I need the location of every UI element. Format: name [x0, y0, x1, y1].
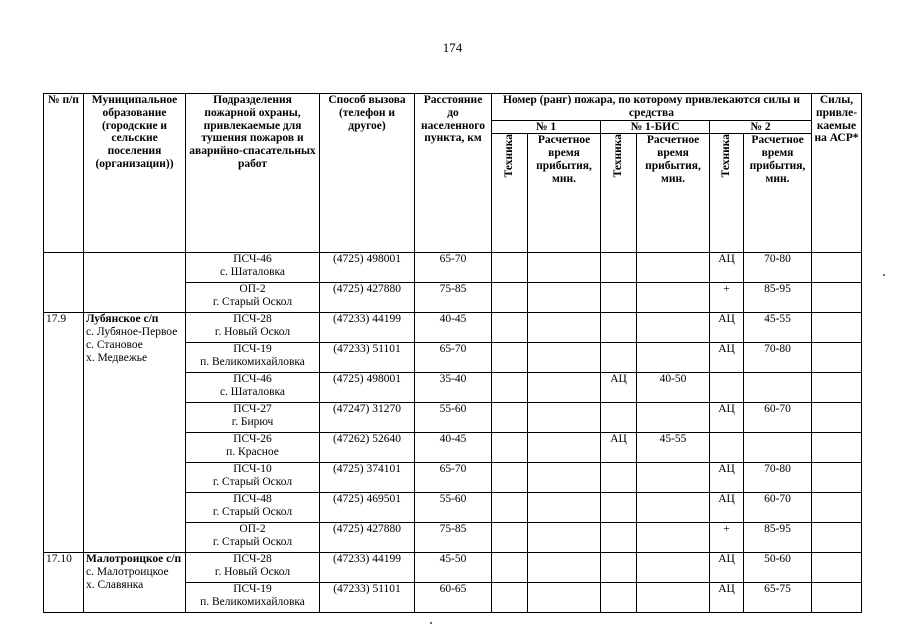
header-tech-2: Техника — [710, 134, 744, 253]
cell-eta-2 — [744, 373, 812, 403]
cell-tech-2: АЦ — [710, 553, 744, 583]
cell-eta-1bis: 40-50 — [637, 373, 710, 403]
cell-tech-1bis — [601, 253, 637, 283]
cell-distance: 40-45 — [415, 433, 492, 463]
cell-eta-1bis — [637, 253, 710, 283]
cell-distance: 75-85 — [415, 283, 492, 313]
cell-eta-1 — [528, 553, 601, 583]
cell-asr — [812, 493, 862, 523]
cell-tech-1bis — [601, 403, 637, 433]
cell-eta-1bis — [637, 463, 710, 493]
cell-tech-1 — [492, 493, 528, 523]
cell-eta-1 — [528, 433, 601, 463]
cell-eta-1 — [528, 283, 601, 313]
municipal-name: Лубянское с/п — [86, 313, 159, 326]
cell-phone: (47233) 51101 — [320, 343, 415, 373]
cell-unit: ПСЧ-28 г. Новый Оскол — [186, 313, 320, 343]
municipal-name: Малотроицкое с/п — [86, 553, 182, 566]
cell-eta-1 — [528, 343, 601, 373]
cell-eta-1 — [528, 403, 601, 433]
cell-eta-1 — [528, 583, 601, 613]
cell-eta-1 — [528, 253, 601, 283]
cell-phone: (4725) 374101 — [320, 463, 415, 493]
cell-tech-1 — [492, 253, 528, 283]
cell-tech-1 — [492, 343, 528, 373]
cell-eta-1 — [528, 313, 601, 343]
settlement: х. Медвежье — [86, 351, 148, 364]
cell-tech-1bis: АЦ — [601, 433, 637, 463]
header-eta-1: Расчетное время прибытия, мин. — [528, 134, 601, 253]
cell-eta-2: 85-95 — [744, 523, 812, 553]
cell-tech-2 — [710, 373, 744, 403]
header-call: Способ вызова (телефон и другое) — [320, 94, 415, 253]
cell-asr — [812, 373, 862, 403]
cell-distance: 65-70 — [415, 463, 492, 493]
cell-phone: (47247) 31270 — [320, 403, 415, 433]
settlement: с. Становое — [86, 338, 143, 351]
header-eta-1bis: Расчетное время прибытия, мин. — [637, 134, 710, 253]
cell-unit: ПСЧ-46 с. Шаталовка — [186, 253, 320, 283]
table-row — [44, 253, 862, 283]
header-tech-1: Техника — [492, 134, 528, 253]
cell-eta-2: 60-70 — [744, 493, 812, 523]
cell-tech-1 — [492, 583, 528, 613]
header-units: Подразделения пожарной охраны, привлекаемые для тушения пожаров и аварийно-спасательных работ — [186, 94, 320, 253]
cell-eta-2: 65-75 — [744, 583, 812, 613]
cell-eta-1 — [528, 523, 601, 553]
cell-unit: ПСЧ-26 п. Красное — [186, 433, 320, 463]
cell-num: 17.10 — [44, 553, 84, 613]
cell-eta-2: 50-60 — [744, 553, 812, 583]
cell-unit: ОП-2 г. Старый Оскол — [186, 283, 320, 313]
cell-distance: 75-85 — [415, 523, 492, 553]
cell-eta-1 — [528, 463, 601, 493]
cell-eta-1bis — [637, 523, 710, 553]
cell-eta-2: 85-95 — [744, 283, 812, 313]
cell-asr — [812, 403, 862, 433]
cell-eta-2: 70-80 — [744, 463, 812, 493]
cell-phone: (47233) 44199 — [320, 313, 415, 343]
cell-municipal — [84, 253, 186, 313]
cell-asr — [812, 433, 862, 463]
cell-asr — [812, 583, 862, 613]
cell-eta-1 — [528, 373, 601, 403]
cell-asr — [812, 253, 862, 283]
cell-unit: ПСЧ-19 п. Великомихайловка — [186, 583, 320, 613]
header-rank-1: № 1 — [492, 120, 601, 134]
cell-tech-2: + — [710, 283, 744, 313]
cell-distance: 65-70 — [415, 253, 492, 283]
cell-tech-2: АЦ — [710, 403, 744, 433]
cell-eta-2: 45-55 — [744, 313, 812, 343]
cell-tech-2: АЦ — [710, 463, 744, 493]
cell-distance: 55-60 — [415, 403, 492, 433]
cell-asr — [812, 463, 862, 493]
cell-municipal — [84, 553, 186, 613]
settlement: х. Славянка — [86, 578, 144, 591]
cell-eta-1bis — [637, 583, 710, 613]
cell-eta-2: 70-80 — [744, 253, 812, 283]
cell-eta-1bis — [637, 403, 710, 433]
cell-unit: ПСЧ-28 г. Новый Оскол — [186, 553, 320, 583]
cell-phone: (4725) 498001 — [320, 373, 415, 403]
cell-tech-1 — [492, 373, 528, 403]
cell-phone: (4725) 498001 — [320, 253, 415, 283]
cell-eta-2 — [744, 433, 812, 463]
forces-table — [43, 93, 862, 613]
cell-tech-1bis — [601, 343, 637, 373]
cell-asr — [812, 283, 862, 313]
cell-eta-2: 60-70 — [744, 403, 812, 433]
cell-distance: 35-40 — [415, 373, 492, 403]
cell-tech-2 — [710, 433, 744, 463]
cell-tech-1 — [492, 283, 528, 313]
cell-unit: ПСЧ-46 с. Шаталовка — [186, 373, 320, 403]
cell-asr — [812, 553, 862, 583]
cell-municipal — [84, 313, 186, 553]
cell-tech-2: АЦ — [710, 583, 744, 613]
cell-tech-2: АЦ — [710, 343, 744, 373]
cell-tech-1bis — [601, 313, 637, 343]
header-tech-1bis: Техника — [601, 134, 637, 253]
cell-tech-1 — [492, 463, 528, 493]
cell-distance: 65-70 — [415, 343, 492, 373]
cell-tech-1 — [492, 433, 528, 463]
cell-phone: (4725) 469501 — [320, 493, 415, 523]
cell-eta-1bis — [637, 493, 710, 523]
cell-tech-2: АЦ — [710, 493, 744, 523]
cell-unit: ОП-2 г. Старый Оскол — [186, 523, 320, 553]
page-number: 174 — [442, 40, 463, 55]
cell-eta-2: 70-80 — [744, 343, 812, 373]
cell-eta-1bis — [637, 343, 710, 373]
cell-distance: 55-60 — [415, 493, 492, 523]
cell-tech-1 — [492, 553, 528, 583]
cell-tech-1bis: АЦ — [601, 373, 637, 403]
table-row — [44, 313, 862, 343]
cell-eta-1 — [528, 493, 601, 523]
scan-speck — [430, 622, 432, 624]
cell-tech-1bis — [601, 283, 637, 313]
header-rank-1bis: № 1-БИС — [601, 120, 710, 134]
header-rank-group: Номер (ранг) пожара, по которому привлекаются силы и средства — [492, 94, 812, 121]
cell-tech-2: АЦ — [710, 313, 744, 343]
cell-tech-1bis — [601, 493, 637, 523]
cell-eta-1bis — [637, 553, 710, 583]
cell-eta-1bis: 45-55 — [637, 433, 710, 463]
cell-tech-1bis — [601, 583, 637, 613]
cell-eta-1bis — [637, 313, 710, 343]
header-num: № п/п — [44, 94, 84, 253]
cell-phone: (47233) 44199 — [320, 553, 415, 583]
scan-speck — [883, 274, 885, 276]
header-rank-2: № 2 — [710, 120, 812, 134]
cell-tech-1 — [492, 523, 528, 553]
cell-tech-1 — [492, 313, 528, 343]
cell-tech-1bis — [601, 523, 637, 553]
cell-tech-1 — [492, 403, 528, 433]
cell-unit: ПСЧ-27 г. Бирюч — [186, 403, 320, 433]
header-eta-2: Расчетное время прибытия, мин. — [744, 134, 812, 253]
cell-tech-1bis — [601, 553, 637, 583]
cell-tech-1bis — [601, 463, 637, 493]
cell-asr — [812, 523, 862, 553]
cell-distance: 60-65 — [415, 583, 492, 613]
cell-unit: ПСЧ-19 п. Великомихайловка — [186, 343, 320, 373]
cell-num — [44, 253, 84, 313]
cell-tech-2: АЦ — [710, 253, 744, 283]
settlement: с. Лубяное-Первое — [86, 326, 178, 339]
cell-distance: 40-45 — [415, 313, 492, 343]
cell-phone: (4725) 427880 — [320, 523, 415, 553]
cell-tech-2: + — [710, 523, 744, 553]
cell-asr — [812, 313, 862, 343]
cell-phone: (4725) 427880 — [320, 283, 415, 313]
cell-unit: ПСЧ-48 г. Старый Оскол — [186, 493, 320, 523]
cell-num: 17.9 — [44, 313, 84, 553]
cell-distance: 45-50 — [415, 553, 492, 583]
cell-phone: (47233) 51101 — [320, 583, 415, 613]
header-asr: Силы, привле-каемые на АСР* — [812, 94, 862, 253]
cell-phone: (47262) 52640 — [320, 433, 415, 463]
cell-unit: ПСЧ-10 г. Старый Оскол — [186, 463, 320, 493]
settlement: с. Малотроицкое — [86, 566, 169, 579]
header-municipal: Муниципальное образование (городские и сельские поселения (организации)) — [84, 94, 186, 253]
cell-eta-1bis — [637, 283, 710, 313]
table-row — [44, 553, 862, 583]
cell-asr — [812, 343, 862, 373]
header-distance: Расстояние до населенного пункта, км — [415, 94, 492, 253]
